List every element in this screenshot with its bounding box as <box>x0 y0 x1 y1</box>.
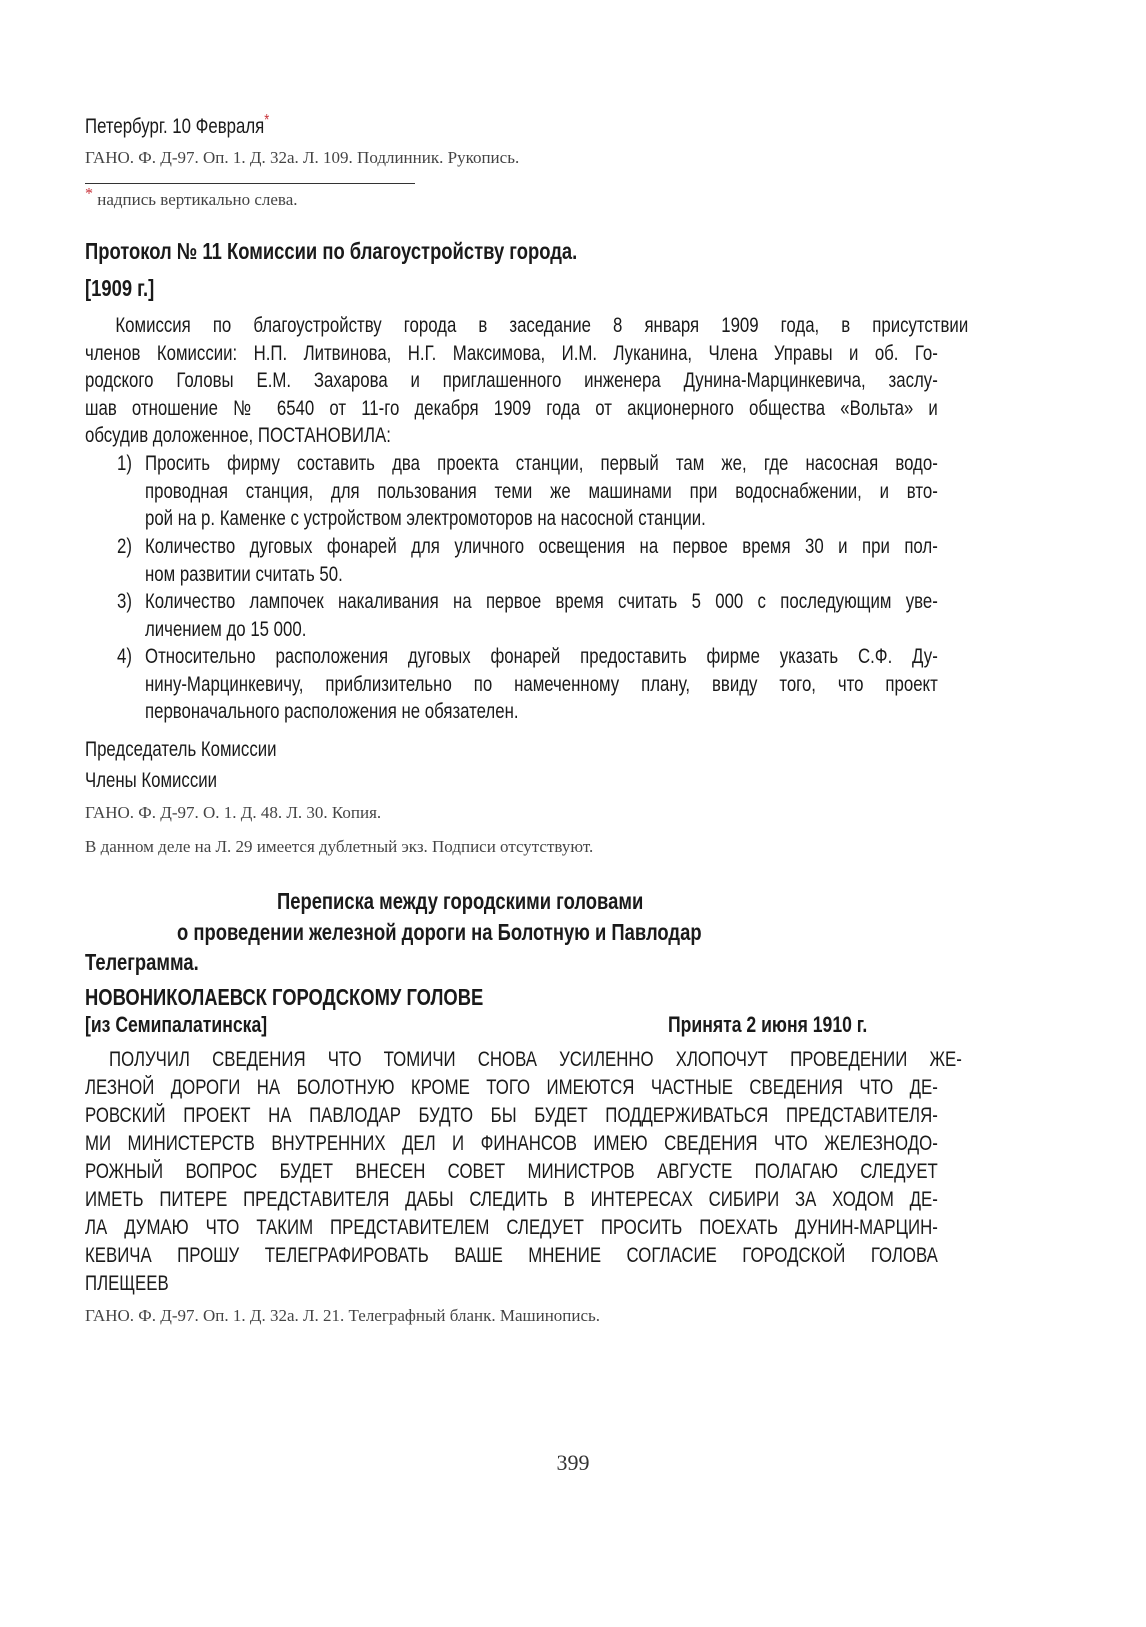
text-line <box>145 505 938 533</box>
footnote <box>85 185 938 210</box>
line-text: рой на р. Каменке с устройством электромоторов на насосной станции. <box>145 507 706 531</box>
text-line <box>85 1186 938 1214</box>
protocol-year: [1909 г.] <box>85 275 155 301</box>
text-line <box>145 478 938 506</box>
list-number: 4) <box>117 645 132 668</box>
line-text: личением до 15 000. <box>145 617 307 641</box>
origin: [из Семипалатинска] <box>85 1012 268 1037</box>
text-line <box>85 1046 962 1074</box>
line-text: членов Комиссии: Н.П. Литвинова, Н.Г. Максимова, И.М. Луканина, Члена Управы и об. Го- <box>85 341 938 365</box>
members-signature: Члены Комиссии <box>85 769 217 792</box>
text-line <box>145 671 938 699</box>
text-line <box>85 1242 938 1270</box>
text-line <box>85 1214 938 1242</box>
place-date-line <box>85 113 938 141</box>
text-line <box>85 422 938 450</box>
text-line <box>85 1074 938 1102</box>
text-line <box>145 561 938 589</box>
protocol-paragraph <box>85 312 969 450</box>
list-number: 3) <box>117 590 132 613</box>
line-text: обсудив доложенное, ПОСТАНОВИЛА: <box>85 424 391 448</box>
text-line <box>85 395 938 423</box>
place-date: Петербург. 10 Февраля <box>85 115 265 138</box>
line-text: проводная станция, для пользования теми же машинами при водоснабжении, и вто- <box>145 479 938 503</box>
text-line <box>145 616 938 644</box>
line-text: шав отношение № 6540 от 11-го декабря 1909 года от акционерного общества «Вольта» и <box>85 396 938 420</box>
text-line <box>145 643 938 671</box>
telegram-source: ГАНО. Ф. Д-97. Оп. 1. Д. 32а. Л. 21. Телеграфный бланк. Машинопись. <box>85 1306 601 1325</box>
chairman-signature: Председатель Комиссии <box>85 738 277 761</box>
text-line <box>145 533 938 561</box>
text-line <box>85 340 938 368</box>
archive-source: ГАНО. Ф. Д-97. Оп. 1. Д. 32а. Л. 109. Подлинник. Рукопись. <box>85 148 520 167</box>
protocol-source: ГАНО. Ф. Д-97. О. 1. Д. 48. Л. 30. Копия. <box>85 803 382 822</box>
line-text: ном развитии считать 50. <box>145 562 343 586</box>
received-date: Принята 2 июня 1910 г. <box>668 1012 868 1037</box>
protocol-title: Протокол № 11 Комиссии по благоустройству города. <box>85 238 578 264</box>
line-text: нину-Марцинкевичу, приблизительно по намеченному плану, ввиду того, что проект <box>145 672 938 696</box>
text-line <box>85 312 969 340</box>
line-text: ЛА ДУМАЮ ЧТО ТАКИМ ПРЕДСТАВИТЕЛЕМ СЛЕДУЕТ ПРОСИТЬ ПОЕХАТЬ ДУНИН-МАРЦИН- <box>85 1216 938 1239</box>
line-text: РОЖНЫЙ ВОПРОС БУДЕТ ВНЕСЕН СОВЕТ МИНИСТРОВ АВГУСТЕ ПОЛАГАЮ СЛЕДУЕТ <box>85 1160 938 1183</box>
telegram-body <box>85 1046 962 1298</box>
line-text: Количество лампочек накаливания на первое время считать 5 000 с последующим уве- <box>145 590 938 613</box>
line-text: Просить фирму составить два проекта станции, первый там же, где насосная водо- <box>145 452 938 475</box>
text-line <box>145 450 938 478</box>
text-line <box>85 1270 938 1298</box>
text-line <box>145 588 938 616</box>
line-text: ЛЕЗНОЙ ДОРОГИ НА БОЛОТНУЮ КРОМЕ ТОГО ИМЕЮТСЯ ЧАСТНЫЕ СВЕДЕНИЯ ЧТО ДЕ- <box>85 1076 938 1099</box>
protocol-note: В данном деле на Л. 29 имеется дублетный экз. Подписи отсутствуют. <box>85 837 594 856</box>
line-text: Относительно расположения дуговых фонарей предоставить фирме указать С.Ф. Ду- <box>145 645 938 668</box>
line-text: первоначального расположения не обязателен. <box>145 700 519 724</box>
footnote-divider <box>85 183 415 184</box>
document-type: Телеграмма. <box>85 949 199 975</box>
line-text: РОВСКИЙ ПРОЕКТ НА ПАВЛОДАР БУДТО БЫ БУДЕТ ПОДДЕРЖИВАТЬСЯ ПРЕДСТАВИТЕЛЯ- <box>85 1104 938 1127</box>
footnote-text: надпись вертикально слева. <box>97 190 298 209</box>
addressee: НОВОНИКОЛАЕВСК ГОРОДСКОМУ ГОЛОВЕ <box>85 984 484 1010</box>
text-line <box>85 367 938 395</box>
line-text: МИ МИНИСТЕРСТВ ВНУТРЕННИХ ДЕЛ И ФИНАНСОВ ИМЕЮ СВЕДЕНИЯ ЧТО ЖЕЛЕЗНОДО- <box>85 1132 938 1155</box>
line-text: родского Головы Е.М. Захарова и приглашенного инженера Дунина-Марцинкевича, заслу- <box>85 369 938 393</box>
footnote-marker: * <box>85 185 93 203</box>
line-text: ПОЛУЧИЛ СВЕДЕНИЯ ЧТО ТОМИЧИ СНОВА УСИЛЕННО ХЛОПОЧУТ ПРОВЕДЕНИИ ЖЕ- <box>109 1048 962 1071</box>
footnote-marker: * <box>264 112 270 129</box>
text-line <box>85 1130 938 1158</box>
line-text: КЕВИЧА ПРОШУ ТЕЛЕГРАФИРОВАТЬ ВАШЕ МНЕНИЕ СОГЛАСИЕ ГОРОДСКОЙ ГОЛОВА <box>85 1244 938 1267</box>
correspondence-title-1: Переписка между городскими головами <box>277 888 644 914</box>
text-line <box>145 698 938 726</box>
line-text: ПЛЕЩЕЕВ <box>85 1272 169 1295</box>
correspondence-title-2: о проведении железной дороги на Болотную и Павлодар <box>177 919 702 945</box>
line-text: ИМЕТЬ ПИТЕРЕ ПРЕДСТАВИТЕЛЯ ДАБЫ СЛЕДИТЬ В ИНТЕРЕСАХ СИБИРИ ЗА ХОДОМ ДЕ- <box>85 1188 938 1211</box>
page-number: 399 <box>556 1450 590 1475</box>
list-number: 2) <box>117 535 132 558</box>
text-line <box>85 1158 938 1186</box>
text-line <box>85 1102 938 1130</box>
line-text: Комиссия по благоустройству города в заседание 8 января 1909 года, в присутствии <box>115 314 969 337</box>
line-text: Количество дуговых фонарей для уличного освещения на первое время 30 и при пол- <box>145 535 938 558</box>
list-number: 1) <box>117 452 132 475</box>
